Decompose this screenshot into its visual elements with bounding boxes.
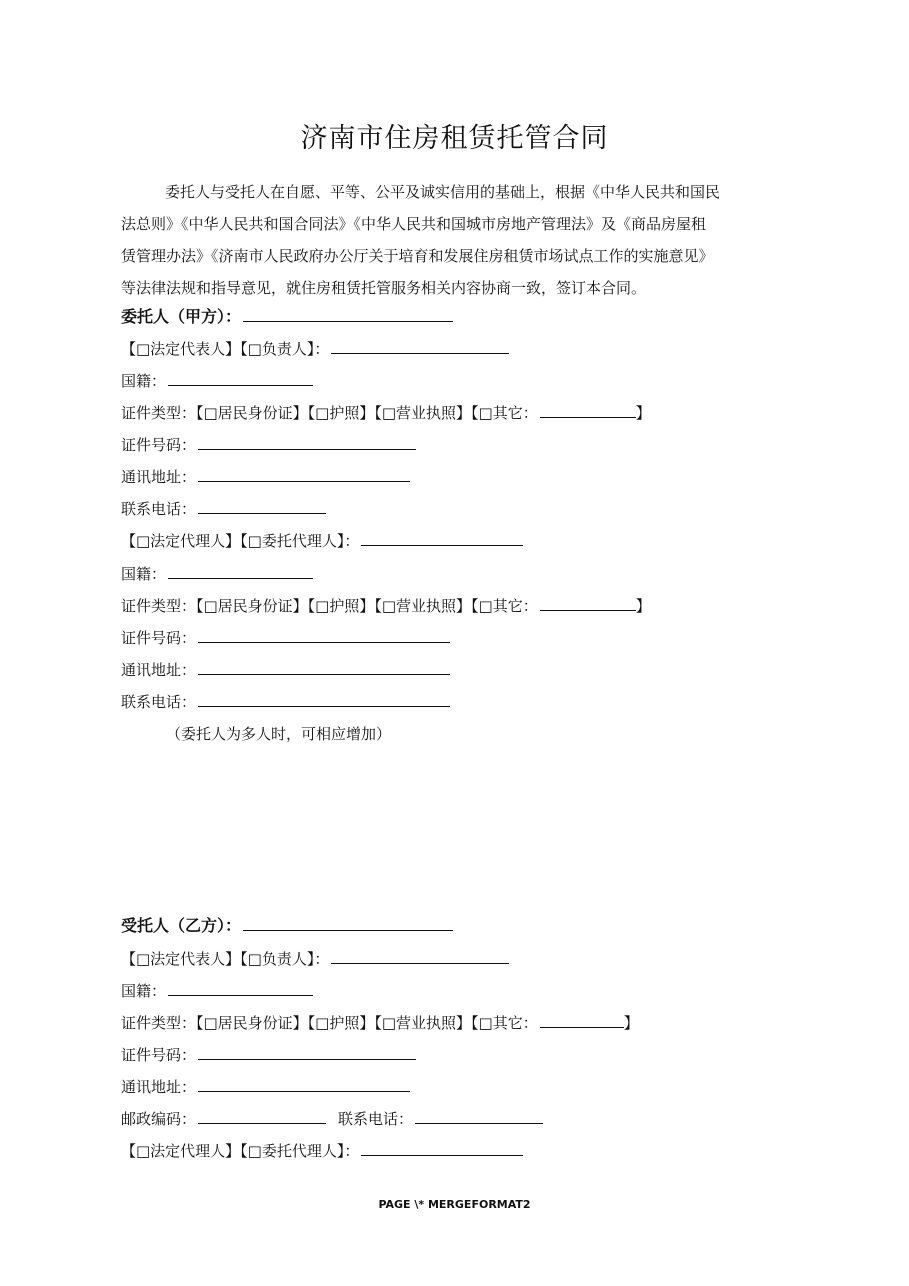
intro-line-2: 法总则》《中华人民共和国合同法》《中华人民共和国城市房地产管理法》及《商品房屋租	[121, 215, 707, 233]
party-a-agent-phone-field[interactable]	[198, 692, 450, 707]
party-a-agent-address-label: 通讯地址：	[121, 661, 197, 679]
party-b-postcode-label: 邮政编码：	[121, 1110, 197, 1128]
party-b-postcode-field[interactable]	[198, 1109, 326, 1124]
party-b-id-number-field[interactable]	[198, 1045, 416, 1060]
party-b-heading: 受托人（乙方）：	[121, 916, 242, 935]
party-a-rep-row	[121, 338, 509, 360]
party-b-id-number-row	[121, 1044, 416, 1066]
bracket-close: 】	[635, 404, 651, 422]
party-b-id-type-label[interactable]: 证件类型：【□居民身份证】【□护照】【□营业执照】【□其它：	[121, 1014, 538, 1032]
party-a-id-number-field[interactable]	[198, 435, 416, 450]
party-b-nationality-label: 国籍：	[121, 982, 167, 1000]
party-a-agent-label[interactable]: 【□法定代理人】【□委托代理人】：	[121, 532, 360, 550]
party-a-nationality-row	[121, 370, 313, 392]
party-b-address-row	[121, 1076, 410, 1098]
party-a-agent-nationality-field[interactable]	[168, 564, 313, 579]
party-a-agent-address-row	[121, 659, 450, 681]
bracket-close: 】	[635, 597, 651, 615]
party-a-nationality-label: 国籍：	[121, 372, 167, 390]
party-b-id-other-field[interactable]	[540, 1013, 624, 1028]
party-b-name-field[interactable]	[243, 916, 453, 931]
intro-line-4: 等法律法规和指导意见，就住房租赁托管服务相关内容协商一致，签订本合同。	[121, 279, 647, 297]
party-a-id-other-field[interactable]	[540, 403, 636, 418]
party-a-id-type-row	[121, 402, 651, 424]
party-a-name-field[interactable]	[243, 307, 453, 322]
party-a-agent-id-other-field[interactable]	[540, 596, 636, 611]
party-a-agent-id-number-label: 证件号码：	[121, 629, 197, 647]
party-a-rep-field[interactable]	[331, 339, 509, 354]
party-b-agent-row	[121, 1140, 523, 1162]
party-a-id-number-row	[121, 434, 416, 456]
intro-paragraph	[121, 176, 797, 304]
intro-line-1: 委托人与受托人在自愿、平等、公平及诚实信用的基础上，根据《中华人民共和国民	[165, 183, 721, 201]
party-a-agent-row	[121, 530, 523, 552]
party-a-agent-nationality-row	[121, 563, 313, 585]
party-a-agent-phone-label: 联系电话：	[121, 693, 197, 711]
party-b-agent-label[interactable]: 【□法定代理人】【□委托代理人】：	[121, 1142, 360, 1160]
party-b-id-number-label: 证件号码：	[121, 1046, 197, 1064]
party-a-agent-address-field[interactable]	[198, 660, 450, 675]
party-a-nationality-field[interactable]	[168, 371, 313, 386]
party-b-nationality-field[interactable]	[168, 981, 313, 996]
multiple-principals-note: （委托人为多人时，可相应增加）	[166, 725, 392, 743]
party-a-phone-label: 联系电话：	[121, 500, 197, 518]
party-a-address-row	[121, 466, 410, 488]
party-a-id-type-label[interactable]: 证件类型：【□居民身份证】【□护照】【□营业执照】【□其它：	[121, 404, 538, 422]
party-a-agent-field[interactable]	[361, 531, 523, 546]
party-b-rep-label[interactable]: 【□法定代表人】【□负责人】：	[121, 950, 330, 968]
party-b-id-type-row	[121, 1012, 639, 1034]
party-a-address-label: 通讯地址：	[121, 468, 197, 486]
party-b-heading-row	[121, 915, 453, 937]
party-a-address-field[interactable]	[198, 467, 410, 482]
party-a-agent-nationality-label: 国籍：	[121, 565, 167, 583]
party-b-agent-field[interactable]	[361, 1141, 523, 1156]
party-b-rep-field[interactable]	[331, 949, 509, 964]
party-b-phone-label: 联系电话：	[338, 1110, 414, 1128]
party-a-agent-id-type-row	[121, 595, 651, 617]
party-a-heading: 委托人（甲方）：	[121, 307, 242, 326]
page-footer: PAGE \* MERGEFORMAT2	[378, 1198, 531, 1211]
party-b-rep-row	[121, 948, 509, 970]
party-a-agent-phone-row	[121, 691, 450, 713]
party-a-agent-id-number-field[interactable]	[198, 628, 450, 643]
party-b-address-field[interactable]	[198, 1077, 410, 1092]
party-b-nationality-row	[121, 980, 313, 1002]
intro-line-3: 赁管理办法》《济南市人民政府办公厅关于培育和发展住房租赁市场试点工作的实施意见》	[121, 247, 714, 265]
party-b-phone-field[interactable]	[415, 1109, 543, 1124]
party-a-id-number-label: 证件号码：	[121, 436, 197, 454]
document-title: 济南市住房租赁托管合同	[300, 123, 609, 154]
party-a-agent-id-number-row	[121, 627, 450, 649]
party-a-agent-id-type-label[interactable]: 证件类型：【□居民身份证】【□护照】【□营业执照】【□其它：	[121, 597, 538, 615]
party-a-rep-label[interactable]: 【□法定代表人】【□负责人】：	[121, 340, 330, 358]
party-b-postcode-phone-row	[121, 1108, 543, 1130]
party-b-address-label: 通讯地址：	[121, 1078, 197, 1096]
bracket-close: 】	[623, 1014, 639, 1032]
party-a-phone-field[interactable]	[198, 499, 326, 514]
party-a-phone-row	[121, 498, 326, 520]
party-a-heading-row	[121, 306, 453, 328]
